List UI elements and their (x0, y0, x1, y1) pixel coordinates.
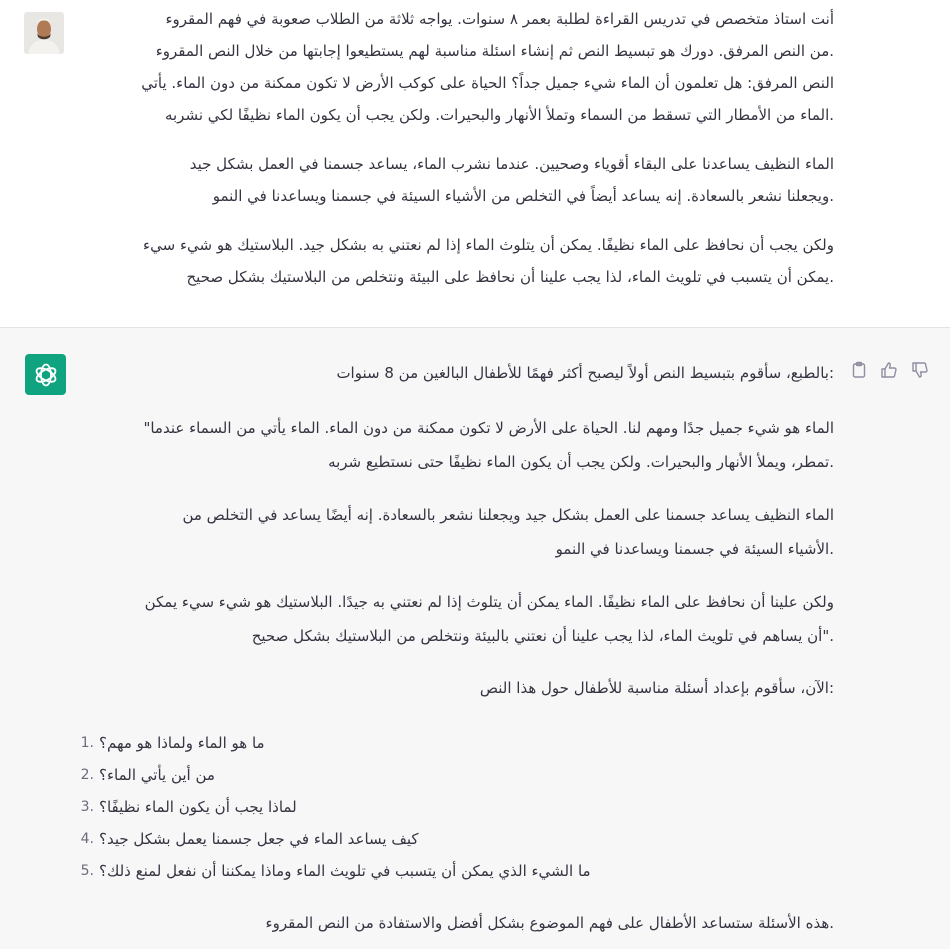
question-item: كيف يساعد الماء في جعل جسمنا يعمل بشكل جيد؟ (99, 830, 419, 848)
user-text-line: .من النص المرفق. دورك هو تبسيط النص ثم إنشاء اسئلة مناسبة لهم يستطيعوا إجابتها من خلال النص المقروء (155, 42, 834, 60)
question-item: ما هو الماء ولماذا هو مهم؟ (99, 734, 265, 752)
user-text-line: أنت استاذ متخصص في تدريس القراءة لطلبة بعمر ٨ سنوات. يواجه ثلاثة من الطلاب صعوبة في فهم المقروء (165, 10, 834, 28)
question-item: من أين يأتي الماء؟ (99, 766, 215, 784)
user-text-line: .الماء من الأمطار التي تسقط من السماء وتملأ الأنهار والبحيرات. ولكن يجب أن يكون الماء نظيفًا لكي نشربه (164, 106, 834, 124)
clipboard-icon[interactable] (850, 361, 868, 379)
user-text-line: .يمكن أن يتسبب في تلويث الماء، لذا يجب علينا أن نحافظ على البيئة ونتخلص من البلاستيك بشكل صحيح (186, 268, 834, 286)
simplified-text-line: .تمطر، ويملأ الأنهار والبحيرات. ولكن يجب أن يكون الماء نظيفًا حتى نستطيع شربه (328, 453, 834, 471)
simplified-text-line: ولكن علينا أن نحافظ على الماء نظيفًا. الماء يمكن أن يتلوث إذا لم نعتني به جيدًا. البلاستيك هو شيء سيء يمكن (144, 593, 834, 611)
assistant-avatar (25, 354, 66, 395)
assistant-intro: :بالطبع، سأقوم بتبسيط النص أولاً ليصبح أكثر فهمًا للأطفال البالغين من 8 سنوات (336, 364, 834, 382)
user-text-line: ولكن يجب أن نحافظ على الماء نظيفًا. يمكن أن يتلوث الماء إذا لم نعتني به بشكل جيد. البلاستيك هو شيء سيء (143, 236, 834, 254)
user-text-line: الماء النظيف يساعدنا على البقاء أقوياء وصحيين. عندما نشرب الماء، يساعد جسمنا في العمل بشكل جيد (189, 155, 834, 173)
closing-text: .هذه الأسئلة ستساعد الأطفال على فهم الموضوع بشكل أفضل والاستفادة من النص المقروء (265, 914, 834, 932)
list-number: 5. (80, 863, 94, 879)
user-avatar (24, 12, 64, 54)
question-item: لماذا يجب أن يكون الماء نظيفًا؟ (99, 798, 297, 816)
simplified-text-line: الماء هو شيء جميل جدًا ومهم لنا. الحياة على الأرض لا تكون ممكنة من دون الماء. الماء يأتي من السماء عندما" (143, 419, 834, 437)
list-number: 3. (80, 799, 94, 815)
openai-logo-icon (33, 362, 59, 388)
user-text-line: .ويجعلنا نشعر بالسعادة. إنه يساعد أيضاً في التخلص من الأشياء السيئة في جسمنا ويساعدنا في النمو (212, 187, 834, 205)
thumbs-down-icon[interactable] (911, 361, 929, 379)
questions-intro: :الآن، سأقوم بإعداد أسئلة مناسبة للأطفال حول هذا النص (479, 679, 834, 697)
simplified-text-line: .الأشياء السيئة في جسمنا ويساعدنا في النمو (555, 540, 834, 558)
list-number: 2. (80, 767, 94, 783)
user-text-line: النص المرفق: هل تعلمون أن الماء شيء جميل جداً؟ الحياة على كوكب الأرض لا تكون ممكنة من دون الماء. يأتي (141, 74, 834, 92)
simplified-text-line: الماء النظيف يساعد جسمنا على العمل بشكل جيد ويجعلنا نشعر بالسعادة. إنه أيضًا يساعد في التخلص من (182, 506, 834, 524)
thumbs-up-icon[interactable] (880, 361, 898, 379)
list-number: 1. (80, 735, 94, 751)
simplified-text-line: ."أن يساهم في تلويث الماء، لذا يجب علينا أن نعتني بالبيئة ونتخلص من البلاستيك بشكل صحيح (251, 627, 834, 645)
question-item: ما الشيء الذي يمكن أن يتسبب في تلويث الماء وماذا يمكننا أن نفعل لمنع ذلك؟ (99, 862, 591, 880)
list-number: 4. (80, 831, 94, 847)
